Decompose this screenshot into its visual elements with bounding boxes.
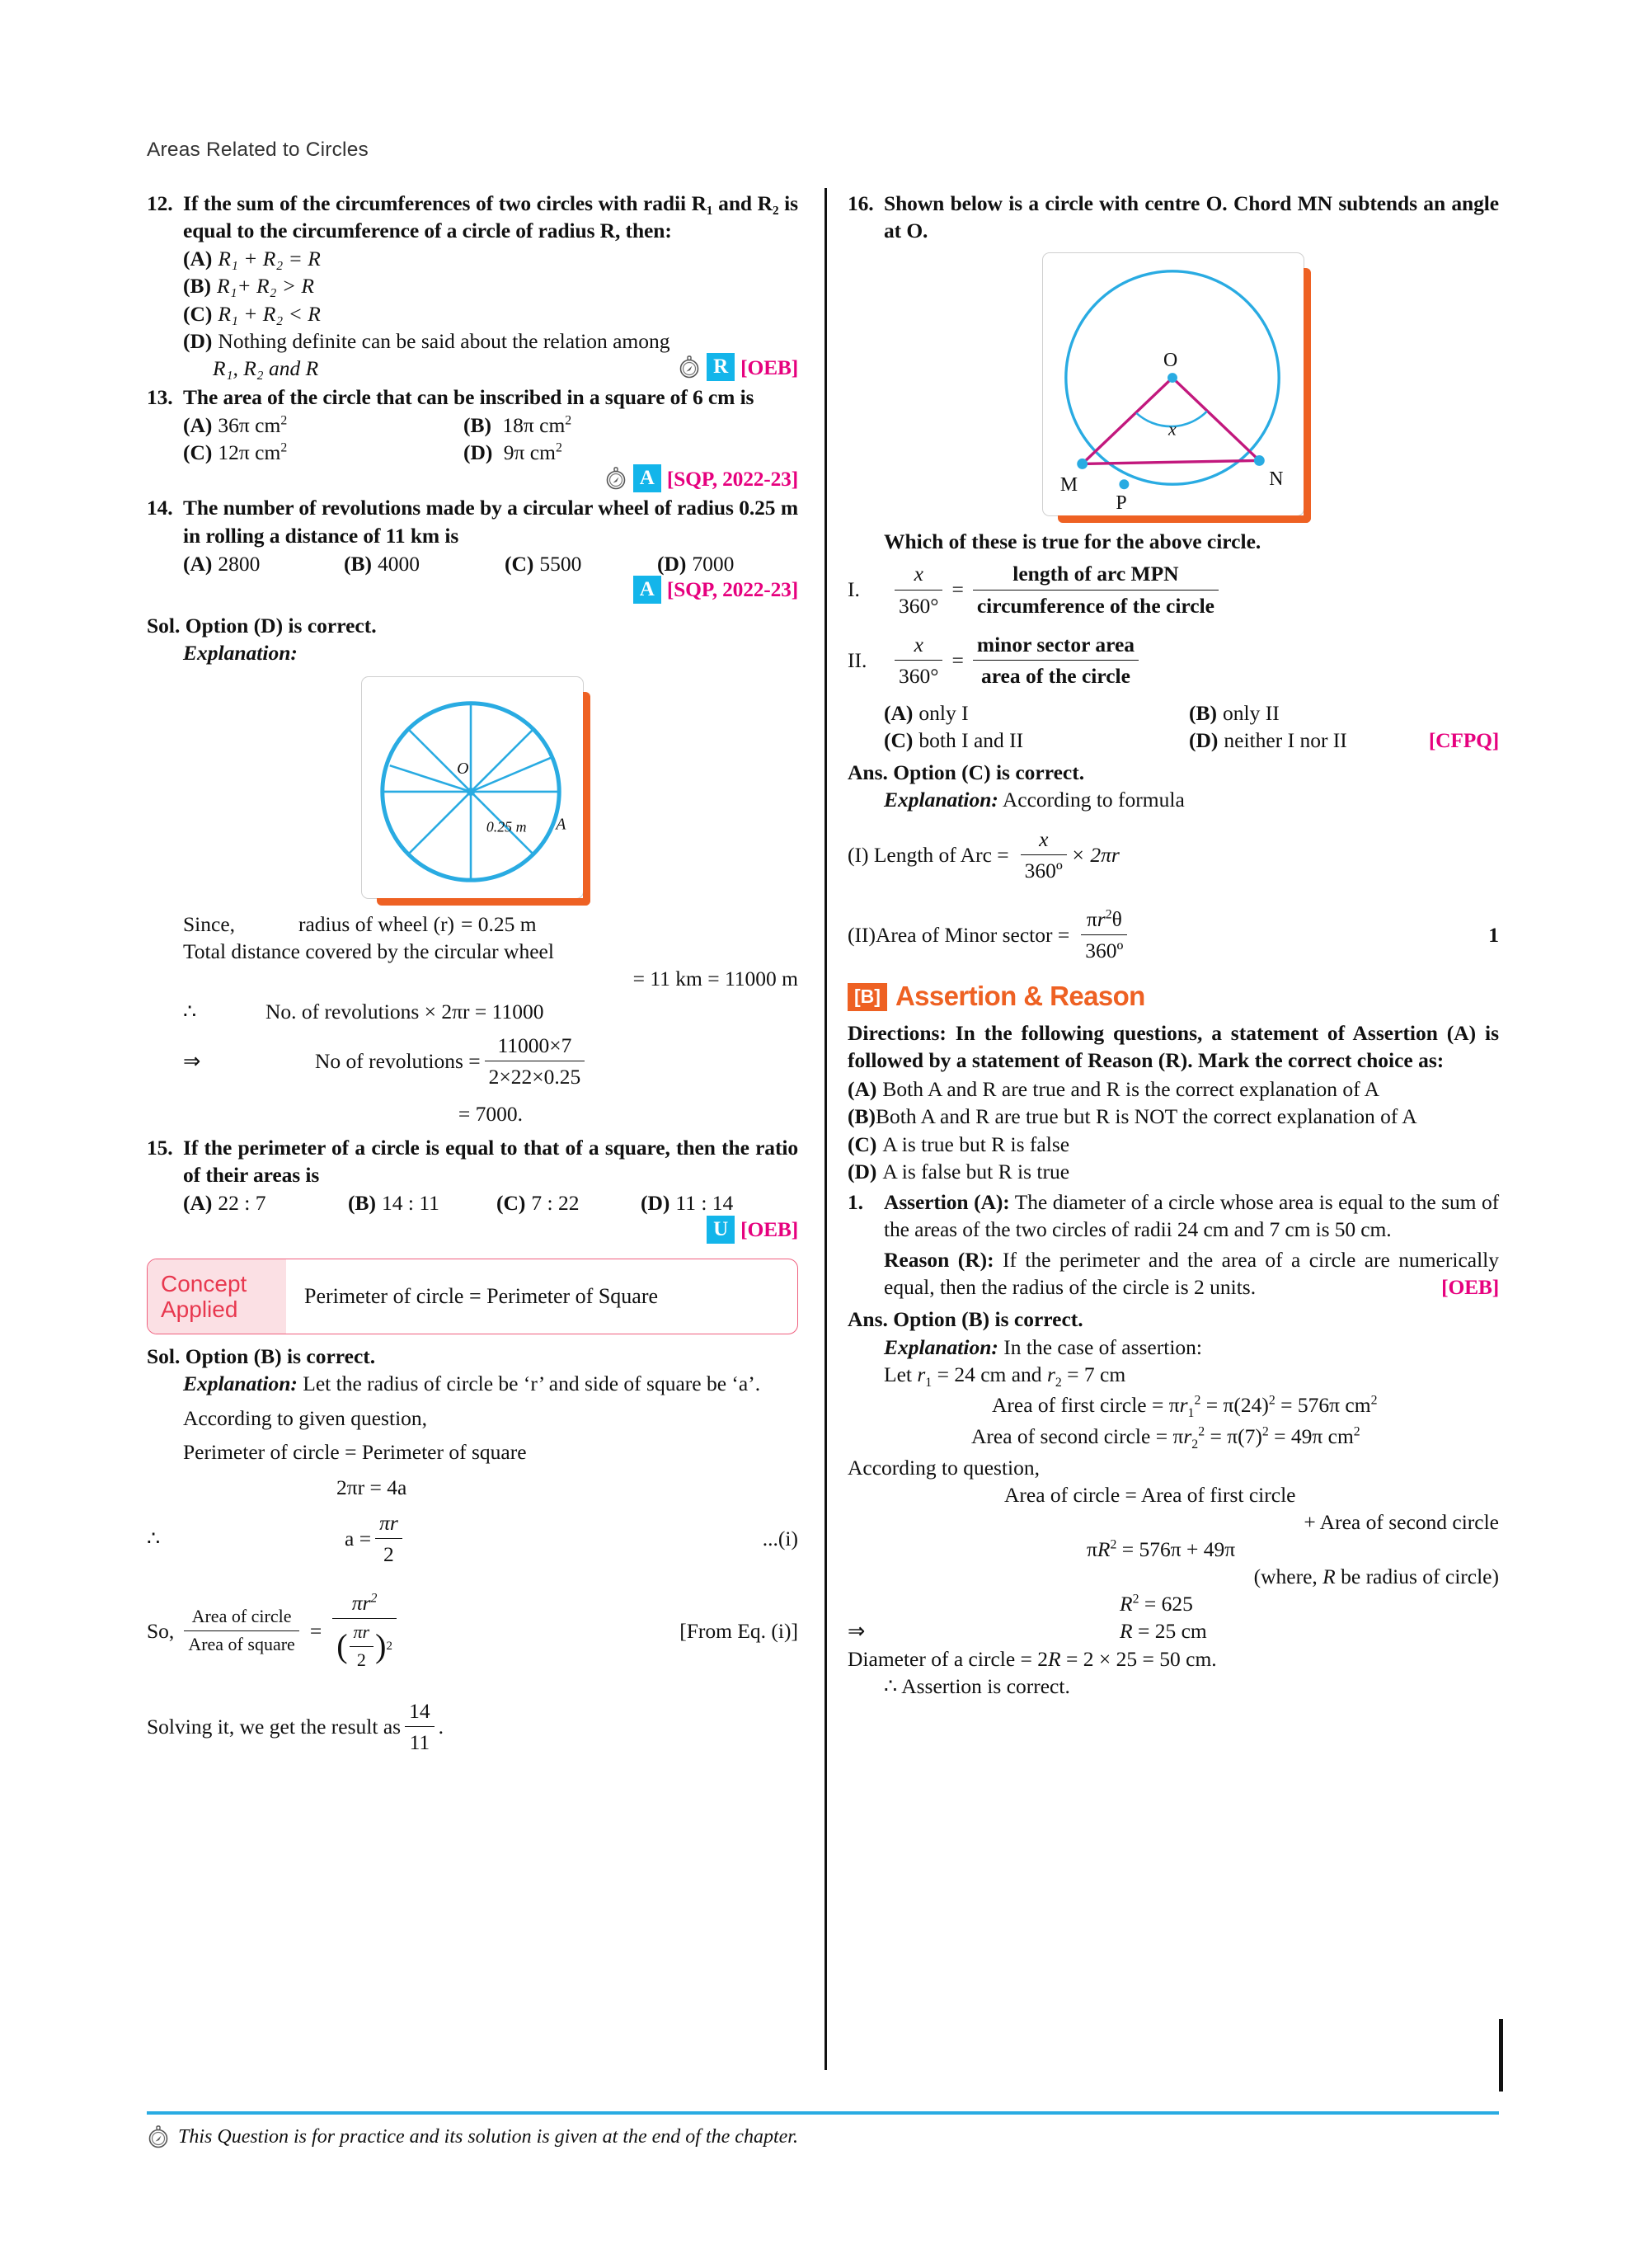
- revolutions-fraction: [485, 1032, 585, 1090]
- area-of-circle-line: Area of circle = Area of first circle: [1004, 1482, 1296, 1507]
- option-key: (A): [183, 247, 213, 271]
- inner-numerator: πr: [350, 1621, 374, 1647]
- fraction-numerator: πr: [375, 1509, 402, 1539]
- option-key: (B): [344, 551, 372, 576]
- q16-explanation-text: According to formula: [998, 788, 1185, 812]
- option-row: [183, 327, 798, 355]
- footer-rule: [147, 2111, 1499, 2115]
- inner-denominator: 2: [356, 1649, 366, 1670]
- q16-explanation-label: Explanation:: [884, 788, 998, 812]
- question-12-text: If the sum of the circumferences of two circles with radii R₁ and R₂ is equal to the circumference of a circle of radius R, then:: [183, 191, 798, 243]
- pi-r-fraction: [332, 1589, 397, 1672]
- page-edge-marker: [1499, 2019, 1503, 2092]
- reason-label: Reason (R):: [884, 1248, 994, 1273]
- q16-statement-1: I. $\frac{x}{360^\circ}$ = $\frac{\text{length of arc MPN}}{\text{circumference of the circle}}$: [848, 560, 1499, 619]
- option-value: 9π $cm^2$: [498, 440, 562, 465]
- assertion-explanation: [884, 1334, 1499, 1361]
- option-value: 18π $cm^2$: [497, 413, 572, 438]
- step-lead: ∴: [183, 999, 197, 1023]
- solving-period: .: [438, 1714, 444, 1739]
- fraction-denominator: 2: [383, 1542, 394, 1567]
- area-ratio-fraction: [184, 1605, 299, 1656]
- choice-b: [848, 1103, 1499, 1130]
- option-value: 11 : 14: [675, 1191, 734, 1216]
- q15-according: According to given question,: [183, 1405, 428, 1430]
- question-15-options: [183, 1189, 798, 1243]
- q15-eq-a: [147, 1509, 798, 1568]
- q16-prompt: Which of these is true for the above circle.: [884, 529, 1261, 554]
- step-mid: radius of wheel (r): [298, 912, 455, 937]
- option-key: (C): [496, 1191, 526, 1216]
- q15-explanation-text: Let the radius of circle be ‘r’ and side of square be ‘a’.: [303, 1372, 761, 1396]
- option-key: (B): [463, 413, 491, 438]
- option-key: (A): [183, 413, 213, 438]
- q16-options: [884, 699, 1499, 754]
- question-13-text: The area of the circle that can be inscribed in a square of 6 cm is: [183, 384, 754, 409]
- source-tag: [OEB]: [740, 355, 798, 379]
- result-fraction: [405, 1697, 435, 1756]
- q16-formula-1: [848, 826, 1499, 884]
- skill-chip: R: [707, 353, 735, 381]
- fraction-numerator: $\pi r^2\theta$: [1081, 906, 1127, 935]
- question-13-number: 13.: [147, 384, 173, 409]
- section-b-badge: [B]: [848, 983, 887, 1011]
- section-b-title: Assertion & Reason: [895, 981, 1145, 1012]
- wheel-point-label: A: [556, 815, 566, 834]
- option-key: (B): [1189, 700, 1217, 725]
- concept-applied-box: [147, 1259, 798, 1335]
- option-row: [183, 272, 798, 299]
- option-key: (D): [463, 440, 493, 465]
- fraction-denominator: 2×22×0.25: [488, 1064, 581, 1089]
- fraction-numerator: length of arc MPN: [973, 560, 1219, 590]
- chord-angle-label: x: [1168, 419, 1177, 440]
- option-value: 4000: [378, 551, 420, 576]
- option-key: (A): [884, 700, 914, 725]
- question-13-options: [183, 412, 798, 492]
- q14-solution-heading: Sol. Option (D) is correct.: [147, 613, 377, 638]
- question-15: [147, 1134, 798, 1188]
- left-column: [147, 188, 798, 1756]
- option-value: 7 : 22: [531, 1191, 580, 1216]
- area-second-circle: Area of second circle = $\pi r_2^2 = \pi(7)^2 = 49\pi$ $cm^2$: [971, 1423, 1360, 1452]
- statement-2-lhs: [895, 631, 942, 689]
- option-d-continuation: R₁, R₂ and R: [213, 355, 319, 380]
- fraction-denominator: 360°: [899, 663, 939, 688]
- choice-key: (B): [848, 1104, 876, 1129]
- column-divider: [824, 188, 827, 2070]
- section-b-directions: Directions: In the following questions, a statement of Assertion (A) is followed by a statement of Reason (R). Mark the correct choice as:: [848, 1021, 1499, 1073]
- wheel-diagram: [362, 677, 583, 898]
- source-tag: [SQP, 2022-23]: [666, 466, 798, 491]
- q14-fraction-step: [183, 1032, 798, 1090]
- question-12-options: [183, 245, 798, 382]
- eq-lhs: a =: [345, 1527, 372, 1550]
- q14-explanation-label: Explanation:: [183, 640, 298, 665]
- assertion-text: The diameter of a circle whose area is equal to the sum of the areas of the two circles of radii 24 cm and 7 cm is 50 cm.: [884, 1189, 1499, 1241]
- diameter-line: Diameter of a circle = 2R = 2 × 25 = 50 cm.: [848, 1646, 1217, 1671]
- statement-roman: II.: [848, 647, 867, 672]
- formula-1-fraction: [1021, 826, 1067, 884]
- option-value: 2800: [218, 551, 261, 576]
- option-key: (A): [183, 551, 213, 576]
- reason-block: [884, 1246, 1499, 1301]
- right-column: [848, 188, 1499, 1700]
- source-tag: [OEB]: [1441, 1275, 1499, 1300]
- option-value: neither I nor II: [1224, 728, 1347, 753]
- assertion-answer-heading: Ans. Option (B) is correct.: [848, 1307, 1083, 1332]
- assertion-label: Assertion (A):: [884, 1189, 1010, 1214]
- option-key: (D): [1189, 728, 1219, 753]
- ratio-lead: So,: [147, 1618, 175, 1643]
- step-arrow: ⇒: [848, 1619, 866, 1644]
- compass-icon: [604, 466, 627, 491]
- choice-a: [848, 1075, 1499, 1103]
- option-key: (D): [641, 1191, 670, 1216]
- marks-value: 1: [1488, 922, 1499, 947]
- solving-text: Solving it, we get the result as: [147, 1714, 402, 1739]
- fraction-denominator: 11: [409, 1729, 430, 1754]
- option-value: 5500: [539, 551, 582, 576]
- skill-chip: A: [633, 576, 661, 604]
- statement-1-lhs: [895, 560, 942, 619]
- chord-figure: [1042, 252, 1304, 516]
- option-value: 14 : 11: [382, 1191, 439, 1216]
- fraction-numerator: $\pi r^2$: [332, 1589, 397, 1619]
- fraction-numerator: 11000×7: [485, 1032, 585, 1061]
- option-key: (D): [657, 551, 687, 576]
- footnote-text: This Question is for practice and its solution is given at the end of the chapter.: [178, 2125, 798, 2148]
- q15-solving: [147, 1697, 798, 1756]
- q15-perimeter-line: Perimeter of circle = Perimeter of square: [183, 1439, 527, 1464]
- chord-point-p: P: [1116, 492, 1127, 515]
- question-16-text: Shown below is a circle with centre O. Chord MN subtends an angle at O.: [884, 191, 1499, 243]
- option-key: (C): [183, 440, 213, 465]
- footnote: [147, 2124, 798, 2149]
- question-16: [848, 190, 1499, 244]
- equation-ref: ...(i): [762, 1527, 798, 1550]
- choice-d: [848, 1158, 1499, 1185]
- assertion-explanation-label: Explanation:: [884, 1334, 998, 1359]
- fraction-denominator: 360º: [1085, 938, 1124, 962]
- option-key: (D): [183, 328, 213, 353]
- choice-c: [848, 1131, 1499, 1158]
- choice-value: A is false but R is true: [882, 1159, 1070, 1183]
- q14-step-revolutions: [183, 998, 798, 1025]
- q16-explanation: [884, 786, 1499, 813]
- question-12: [147, 190, 798, 244]
- fraction-numerator: minor sector area: [973, 631, 1139, 661]
- skill-chip: A: [633, 464, 661, 492]
- concept-applied-text: Perimeter of circle = Perimeter of Square: [304, 1283, 659, 1308]
- formula-2-fraction: [1081, 906, 1127, 964]
- option-value: R₁ + R₂ < R: [218, 301, 321, 326]
- source-tag: [CFPQ]: [1428, 728, 1499, 753]
- option-key: (C): [183, 301, 213, 326]
- question-15-text: If the perimeter of a circle is equal to that of a square, then the ratio of their areas is: [183, 1136, 798, 1188]
- chord-point-n: N: [1269, 468, 1284, 491]
- option-value: 22 : 7: [218, 1191, 266, 1216]
- running-head: Areas Related to Circles: [147, 139, 369, 161]
- statement-2-rhs: [973, 631, 1139, 689]
- formula-label: (II)Area of Minor sector =: [848, 922, 1070, 947]
- option-key: (C): [505, 551, 534, 576]
- q16-answer-heading: Ans. Option (C) is correct.: [848, 760, 1085, 785]
- q15-ratio: So, $\frac{\text{Area of circle}}{\text{Area of square}}$ = $\pi r^2$ ( $\frac{\pi r}{2}$ ) 2 [From Eq. (i)]: [147, 1589, 798, 1672]
- equation-note: [From Eq. (i)]: [679, 1618, 798, 1643]
- fraction-denominator: circumference of the circle: [976, 593, 1214, 618]
- option-value: only II: [1223, 700, 1280, 725]
- chord-diagram: [1043, 253, 1304, 515]
- question-14-options: [183, 550, 798, 604]
- source-tag: [SQP, 2022-23]: [666, 577, 798, 602]
- assertion-explanation-text: In the case of assertion:: [998, 1334, 1202, 1359]
- step-arrow: ∴: [147, 1527, 161, 1550]
- q15-explanation-label: Explanation:: [183, 1372, 298, 1396]
- r-squared-line: $R^2 = 625$: [1120, 1592, 1193, 1616]
- formula-tail: × 2πr: [1070, 842, 1120, 867]
- step-rhs: = 0.25 m: [461, 912, 537, 937]
- question-16-number: 16.: [848, 191, 874, 215]
- question-12-number: 12.: [147, 191, 173, 215]
- wheel-figure: [361, 676, 584, 899]
- assertion-item-1: [848, 1188, 1499, 1243]
- statement-1-rhs: [973, 560, 1219, 619]
- assertion-let-line: Let $r_1 = 24$ cm and $r_2 = 7$ cm: [884, 1362, 1126, 1390]
- option-value: only I: [918, 700, 969, 725]
- question-15-number: 15.: [147, 1136, 173, 1160]
- compass-icon: [678, 355, 701, 379]
- according-to-question: According to question,: [848, 1455, 1040, 1480]
- fraction-denominator: 360°: [899, 593, 939, 618]
- option-value: Nothing definite can be said about the relation among: [218, 328, 670, 353]
- option-value: R₁ + R₂ = R: [218, 247, 321, 271]
- q14-final: = 7000.: [458, 1101, 524, 1126]
- section-b-header: [848, 979, 1499, 1014]
- fraction-numerator: x: [895, 560, 942, 590]
- q15-eq-2pir: 2πr = 4a: [336, 1475, 407, 1499]
- area-first-circle: Area of first circle = $\pi r_1^2 = \pi(24)^2 = 576\pi$ $cm^2$: [992, 1393, 1378, 1421]
- a-fraction: [375, 1509, 402, 1568]
- step-lead: Since,: [183, 912, 236, 937]
- assertion-item-number: 1.: [848, 1189, 863, 1214]
- option-key: (C): [884, 728, 914, 753]
- q14-step-total: Total distance covered by the circular wheel: [183, 939, 554, 964]
- option-row: [183, 245, 798, 272]
- area-of-circle-cont: + Area of second circle: [1304, 1509, 1499, 1534]
- choice-key: (D): [848, 1159, 877, 1183]
- option-value: both I and II: [918, 728, 1024, 753]
- fraction-numerator: x: [1021, 826, 1067, 855]
- choice-key: (C): [848, 1132, 877, 1156]
- question-14: [147, 494, 798, 548]
- chord-point-m: M: [1059, 474, 1078, 496]
- source-tag: [OEB]: [740, 1216, 798, 1241]
- skill-chip: U: [707, 1216, 735, 1244]
- option-key: (B): [183, 274, 211, 299]
- step-mid: No. of revolutions × 2πr = 11000: [265, 999, 544, 1023]
- step-arrow: ⇒: [183, 1048, 201, 1073]
- q15-explanation: [183, 1370, 798, 1397]
- fraction-denominator: area of the circle: [980, 663, 1130, 688]
- fraction-numerator: Area of circle: [184, 1605, 299, 1631]
- q14-step-since: [183, 910, 798, 938]
- question-14-number: 14.: [147, 496, 173, 520]
- wheel-radius-label: 0.25 m: [486, 818, 527, 835]
- question-14-tags: [183, 576, 798, 604]
- fraction-denominator: 360º: [1024, 858, 1063, 882]
- q15-solution-heading: Sol. Option (B) is correct.: [147, 1344, 376, 1369]
- fraction-denominator: Area of square: [188, 1633, 295, 1654]
- option-value: R₁+ R₂ > R: [217, 274, 314, 299]
- question-14-text: The number of revolutions made by a circular wheel of radius 0.25 m in rolling a distance of 11 km is: [183, 496, 798, 548]
- step-label: No of revolutions =: [315, 1048, 481, 1073]
- concept-applied-label: Concept Applied: [148, 1259, 286, 1334]
- question-15-tags: [183, 1216, 798, 1244]
- choice-value: A is true but R is false: [882, 1132, 1070, 1156]
- choice-value: Both A and R are true but R is NOT the correct explanation of A: [876, 1104, 1417, 1129]
- formula-label: (I) Length of Arc =: [848, 842, 1009, 867]
- assertion-conclusion: ∴ Assertion is correct.: [884, 1673, 1070, 1698]
- question-12-tags: [678, 353, 798, 381]
- fraction-denominator: ( $\frac{\pi r}{2}$ ) 2: [332, 1619, 397, 1672]
- choice-key: (A): [848, 1077, 877, 1102]
- compass-icon: [147, 2124, 170, 2149]
- option-key: (A): [183, 1191, 213, 1216]
- option-row: [183, 300, 798, 327]
- choice-value: Both A and R are true and R is the correct explanation of A: [882, 1077, 1380, 1102]
- wheel-center-label: O: [457, 760, 469, 779]
- question-13: [147, 383, 798, 411]
- pi-r-squared-line: $\pi R^2 = 576\pi + 49\pi$: [1087, 1537, 1236, 1562]
- statement-roman: I.: [848, 577, 860, 602]
- q16-formula-2: [848, 906, 1499, 964]
- fraction-numerator: 14: [405, 1697, 435, 1727]
- option-key: (B): [348, 1191, 376, 1216]
- where-note: (where, R be radius of circle): [1253, 1565, 1499, 1589]
- option-value: 36π $cm^2$: [218, 413, 288, 438]
- question-13-tags: [183, 464, 798, 492]
- q16-statement-2: II. $\frac{x}{360^\circ}$ = $\frac{\text{minor sector area}}{\text{area of the circle}}$: [848, 631, 1499, 689]
- q14-step-distance: = 11 km = 11000 m: [632, 967, 798, 991]
- chord-center-label: O: [1163, 350, 1178, 372]
- reason-text: If the perimeter and the area of a circle are numerically equal, then the radius of the circle is 2 units.: [884, 1248, 1499, 1300]
- option-value: 7000: [692, 551, 735, 576]
- option-value: 12π $cm^2$: [218, 440, 288, 465]
- r-value-line: ⇒ R = 25 cm: [848, 1617, 1499, 1645]
- fraction-numerator: x: [895, 631, 942, 661]
